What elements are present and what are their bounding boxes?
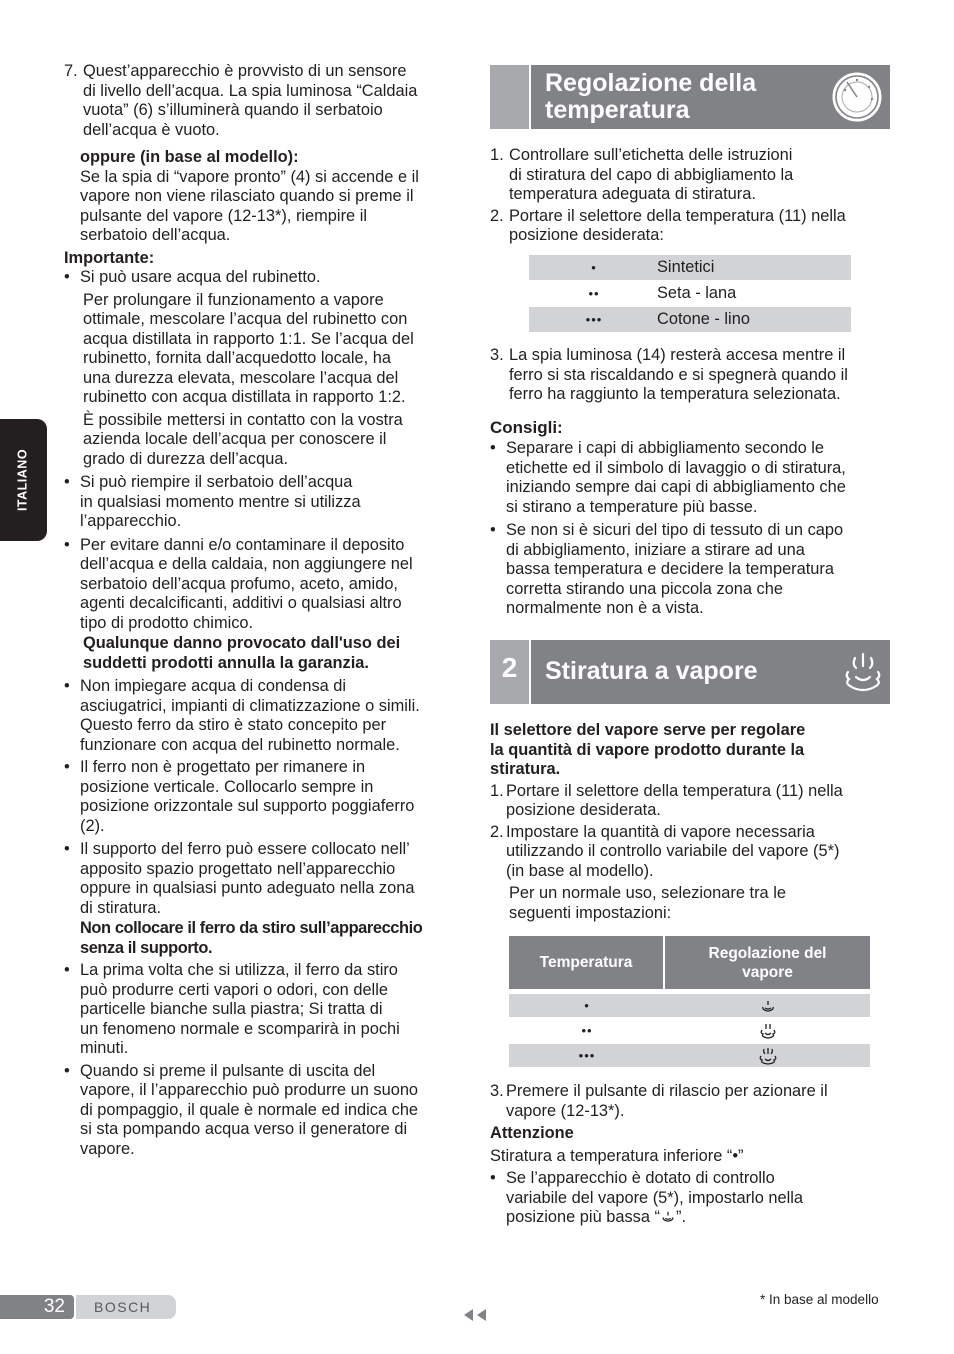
oppure-line: pulsante del vapore (12-13*), riempire il bbox=[80, 206, 367, 225]
bullet-text: Se l’apparecchio è dotato di controllo bbox=[506, 1169, 775, 1187]
paragraph-line: grado di durezza dell’acqua. bbox=[83, 449, 289, 468]
bullet-item: • Separare i capi di abbigliamento secondo le etichette ed il simbolo di lavaggio o di stiratura, iniziando sempre dai capi di abbigliamento che si stirano a temperature più basse. bbox=[490, 439, 890, 517]
bullet-text-part: ”. bbox=[675, 1208, 686, 1226]
bullet-text bbox=[506, 1208, 890, 1228]
consigli-heading: Consigli: bbox=[490, 417, 563, 437]
bullet-text: di pompaggio, il quale è normale ed indica che bbox=[80, 1100, 419, 1119]
table-row bbox=[509, 1019, 870, 1042]
step-2: 2. Impostare la quantità di vapore necessaria utilizzando il controllo variabile del vapore (5*) (in base al modello). bbox=[490, 823, 890, 882]
section-marker bbox=[490, 65, 531, 129]
note-line: Per un normale uso, selezionare tra le bbox=[509, 884, 786, 902]
item-7-line: dell’acqua è vuoto. bbox=[83, 120, 220, 139]
bullet-item: • Si può riempire il serbatoio dell’acqua in qualsiasi momento mentre si utilizza l’apparecchio. bbox=[64, 473, 464, 532]
paragraph-line: azienda locale dell’acqua per conoscere il bbox=[83, 430, 387, 448]
oppure-line: Se la spia di “vapore pronto” (4) si accende e il bbox=[80, 167, 419, 186]
fabric-label: Cotone - lino bbox=[657, 310, 750, 328]
fabric-label: Seta - lana bbox=[657, 284, 737, 302]
bullet-text: di abbigliamento, iniziare a stirare ad una bbox=[506, 540, 805, 559]
bullet-item: • Si può usare acqua del rubinetto. bbox=[64, 268, 464, 288]
bullet-text: corretta stirando una piccola zona che bbox=[506, 579, 783, 598]
table-row bbox=[509, 994, 870, 1017]
bullet-text: (2). bbox=[80, 816, 105, 835]
temperature-table bbox=[529, 255, 851, 332]
item-7-line: vuota” (6) s’illuminerà quando il serbatoio bbox=[83, 101, 383, 119]
paragraph-line: Per prolungare il funzionamento a vapore bbox=[83, 290, 384, 309]
oppure-line: serbatoio dell’acqua. bbox=[80, 226, 231, 244]
step-line: vapore (12-13*). bbox=[506, 1101, 625, 1120]
paragraph-line: una durezza elevata, mescolare l’acqua del bbox=[83, 368, 399, 387]
bullet-paragraph bbox=[64, 411, 464, 470]
rewind-arrows-icon[interactable] bbox=[462, 1307, 490, 1323]
warranty-warning bbox=[64, 634, 464, 673]
left-column bbox=[64, 62, 464, 1159]
steam-level-icon bbox=[665, 1046, 870, 1066]
bullet-text: variabile del vapore (5*), impostarlo nella bbox=[506, 1188, 804, 1207]
bullet-item: • Non impiegare acqua di condensa di asciugatrici, impianti di climatizzazione o simili. Questo ferro da stiro è stato concepito per funzionare con acqua del rubinetto normale. bbox=[64, 677, 464, 755]
section1-steps bbox=[490, 146, 890, 246]
bullet-text-part: posizione più bassa “ bbox=[506, 1208, 660, 1226]
step-line: di stiratura del capo di abbigliamento la bbox=[509, 165, 794, 184]
item-7-line: di livello dell’acqua. La spia luminosa “Caldaia bbox=[83, 81, 418, 100]
table-row bbox=[529, 281, 851, 306]
temperature-dots: • bbox=[591, 260, 597, 275]
warning-line: suddetti prodotti annulla la garanzia. bbox=[83, 653, 369, 672]
bullet-text: particelle bianche sulla piastra; Si tratta di bbox=[80, 1000, 383, 1018]
step-line: Premere il pulsante di rilascio per azionare il bbox=[506, 1082, 828, 1100]
item-7-line: Quest’apparecchio è provvisto di un sensore bbox=[83, 62, 407, 80]
footnote: * In base al modello bbox=[760, 1292, 879, 1307]
step-line: temperatura adeguata di stiratura. bbox=[509, 185, 756, 203]
paragraph-line: rubinetto con acqua distillata in rapporto 1:2. bbox=[83, 388, 406, 406]
bullet-text: funzionare con acqua del rubinetto normale. bbox=[80, 735, 400, 754]
step-1: 1. Portare il selettore della temperatura (11) nella posizione desiderata. bbox=[490, 782, 890, 821]
temperature-dots: •• bbox=[581, 1022, 593, 1038]
support-warning bbox=[64, 919, 464, 958]
step-3: 3. La spia luminosa (14) resterà accesa mentre il ferro si sta riscaldando e si spegnerà quando il ferro ha raggiunto la temperatura selezionata. bbox=[490, 346, 890, 405]
step-line: Portare il selettore della temperatura (11) nella bbox=[509, 206, 846, 225]
table-row bbox=[509, 1044, 870, 1067]
table-row bbox=[529, 255, 851, 280]
bullet-text: dell’acqua e della caldaia, non aggiungere nel bbox=[80, 555, 413, 573]
step-1: 1. Controllare sull’etichetta delle istruzioni di stiratura del capo di abbigliamento la temperatura adeguata di stiratura. bbox=[490, 146, 890, 205]
steam-level-icon bbox=[665, 998, 870, 1014]
steam-level-icon bbox=[660, 1209, 676, 1224]
bullet-text: di stiratura. bbox=[80, 898, 162, 917]
attenzione-text: Stiratura a temperatura inferiore “•” bbox=[490, 1146, 744, 1165]
paragraph-line: rubinetto, fornita dall’acquedotto locale, ha bbox=[83, 349, 391, 367]
bullet-item: • Il supporto del ferro può essere collocato nell’ apposito spazio progettato nell’apparecchio oppure in qualsiasi punto adeguato nella zona di stiratura. bbox=[64, 840, 464, 918]
bullet-text: apposito spazio progettato nell’apparecchio bbox=[80, 859, 396, 878]
bullet-text: Separare i capi di abbigliamento secondo le bbox=[506, 439, 825, 457]
brand-label: BOSCH bbox=[94, 1299, 152, 1315]
temperature-dots: ••• bbox=[585, 312, 603, 327]
fabric-label: Sintetici bbox=[657, 258, 715, 276]
steam-settings-table bbox=[509, 936, 870, 1067]
bullet-text: Si può usare acqua del rubinetto. bbox=[80, 268, 321, 286]
table-header bbox=[509, 936, 870, 989]
steam-icon bbox=[842, 650, 884, 694]
paragraph-line: È possibile mettersi in contatto con la vostra bbox=[83, 410, 403, 429]
bullet-item: • Se non si è sicuri del tipo di tessuto di un capo di abbigliamento, iniziare a stirare ad una bassa temperatura e decidere la temperatura corretta stirando una piccola zona che normalmente non è a vista. bbox=[490, 521, 890, 619]
bullet-text: Questo ferro da stiro è stato concepito per bbox=[80, 716, 387, 734]
warning-line: Qualunque danno provocato dall'uso dei bbox=[83, 634, 401, 652]
bullet-text: vapore. bbox=[80, 1139, 135, 1158]
page-number: 32 bbox=[43, 1296, 65, 1317]
bullet-text: iniziando sempre dai capi di abbigliamento che bbox=[506, 478, 846, 496]
steam-level-icon bbox=[665, 1022, 870, 1040]
bullet-text: bassa temperatura e decidere la temperatura bbox=[506, 560, 834, 578]
bullet-text: Non impiegare acqua di condensa di bbox=[80, 677, 347, 695]
section-header-steam bbox=[490, 640, 890, 704]
column-header-steam bbox=[665, 936, 870, 989]
bullet-text: Si può riempire il serbatoio dell’acqua bbox=[80, 473, 353, 491]
section-title-line: temperatura bbox=[545, 96, 690, 124]
section1-step3-block bbox=[490, 346, 890, 619]
step-line: utilizzando il controllo variabile del vapore (5*) bbox=[506, 842, 840, 860]
oppure-heading: oppure (in base al modello): bbox=[80, 148, 299, 166]
bullet-text: si stirano a temperature più basse. bbox=[506, 497, 758, 516]
section2-end bbox=[490, 1082, 890, 1228]
step-line: Portare il selettore della temperatura (11) nella bbox=[506, 781, 843, 800]
bullet-text: l’apparecchio. bbox=[80, 512, 182, 530]
bullet-text: Il ferro non è progettato per rimanere in bbox=[80, 758, 366, 776]
step-line: posizione desiderata. bbox=[506, 801, 661, 819]
bullet-item: • Quando si preme il pulsante di uscita del vapore, il l’apparecchio può produrre un suono di pompaggio, il quale è normale ed indica che si sta pompando acqua verso il generatore di vapore. bbox=[64, 1062, 464, 1160]
bullet-text: posizione verticale. Collocarlo sempre in bbox=[80, 777, 374, 796]
bullet-text: si sta pompando acqua verso il generatore di bbox=[80, 1120, 408, 1138]
step-line: Controllare sull’etichetta delle istruzioni bbox=[509, 146, 793, 164]
column-header-steam-label: Regolazione del vapore bbox=[708, 944, 827, 981]
column-header-temperature: Temperatura bbox=[509, 936, 663, 989]
temperature-dots: ••• bbox=[578, 1047, 596, 1063]
bullet-text: tipo di prodotto chimico. bbox=[80, 613, 254, 632]
bullet-text: minuti. bbox=[80, 1039, 129, 1057]
warning-line: senza il supporto. bbox=[80, 938, 213, 957]
intro-line: la quantità di vapore prodotto durante la bbox=[490, 740, 805, 759]
attenzione-heading: Attenzione bbox=[490, 1124, 574, 1142]
table-row bbox=[529, 307, 851, 332]
temperature-dots: •• bbox=[588, 286, 600, 301]
paragraph-line: acqua distillata in rapporto 1:1. Se l’acqua del bbox=[83, 329, 414, 348]
bullet-item: • Il ferro non è progettato per rimanere in posizione verticale. Collocarlo sempre in posizione orizzontale sul supporto poggiaferro (2). bbox=[64, 758, 464, 836]
bullet-text: asciugatrici, impianti di climatizzazione o simili. bbox=[80, 696, 420, 715]
step-line: posizione desiderata: bbox=[509, 226, 664, 244]
oppure-line: vapore non viene rilasciato quando si preme il bbox=[80, 187, 414, 205]
bullet-text: La prima volta che si utilizza, il ferro da stiro bbox=[80, 961, 398, 979]
bullet-text: etichette ed il simbolo di lavaggio o di stiratura, bbox=[506, 458, 846, 477]
section2-body bbox=[490, 721, 890, 923]
intro-line: stiratura. bbox=[490, 760, 561, 778]
bullet-text: Quando si preme il pulsante di uscita del bbox=[80, 1061, 376, 1080]
section-title-line: Regolazione della bbox=[545, 69, 757, 97]
bullet-text: Il supporto del ferro può essere collocato nell’ bbox=[80, 840, 410, 858]
note-line: seguenti impostazioni: bbox=[509, 903, 672, 922]
temperature-dots: • bbox=[584, 997, 590, 1013]
normal-use-note bbox=[490, 884, 890, 923]
steam-intro bbox=[490, 721, 890, 780]
bullet-item: • La prima volta che si utilizza, il ferro da stiro può produrre certi vapori o odori, con delle particelle bianche sulla piastra; Si tratta di un fenomeno normale e scomparirà in pochi minuti. bbox=[64, 961, 464, 1059]
step-line: ferro ha raggiunto la temperatura selezionata. bbox=[509, 385, 841, 403]
step-line: Impostare la quantità di vapore necessaria bbox=[506, 822, 815, 841]
bullet-text: in qualsiasi momento mentre si utilizza bbox=[80, 492, 361, 511]
warning-line: Non collocare il ferro da stiro sull’apparecchio bbox=[80, 919, 423, 937]
section-number: 2 bbox=[501, 652, 518, 683]
intro-line: Il selettore del vapore serve per regolare bbox=[490, 721, 806, 739]
importante-heading: Importante: bbox=[64, 248, 155, 267]
step-3: 3. Premere il pulsante di rilascio per azionare il vapore (12-13*). bbox=[490, 1082, 890, 1121]
bullet-text: serbatoio dell’acqua profumo, aceto, amido, bbox=[80, 574, 398, 593]
bullet-text: oppure in qualsiasi punto adeguato nella zona bbox=[80, 879, 415, 897]
bullet-text: vapore, il l’apparecchio può produrre un suono bbox=[80, 1081, 419, 1099]
section-title bbox=[545, 70, 756, 124]
bullet-text: un fenomeno normale e scomparirà in pochi bbox=[80, 1019, 400, 1038]
bullet-item: • Per evitare danni e/o contaminare il deposito dell’acqua e della caldaia, non aggiungere nel serbatoio dell’acqua profumo, aceto, amido, agenti decalcificanti, additivi o qualsiasi altro tipo di prodotto chimico. bbox=[64, 536, 464, 634]
bullet-text: Se non si è sicuri del tipo di tessuto di un capo bbox=[506, 521, 844, 539]
paragraph-line: ottimale, mescolare l’acqua del rubinetto con bbox=[83, 310, 408, 328]
bullet-paragraph bbox=[64, 291, 464, 408]
bullet-item: • Se l’apparecchio è dotato di controllo variabile del vapore (5*), impostarlo nella posizione più bassa “ ”. bbox=[490, 1169, 890, 1228]
step-line: ferro si sta riscaldando e si spegnerà quando il bbox=[509, 365, 848, 384]
item-7: 7. Quest’apparecchio è provvisto di un sensore di livello dell’acqua. La spia luminosa “Caldaia vuota” (6) s’illuminerà quando il serbatoio dell’acqua è vuoto. bbox=[64, 62, 464, 140]
section-title: Stiratura a vapore bbox=[545, 657, 758, 685]
oppure-block bbox=[64, 148, 464, 246]
language-label: ITALIANO bbox=[15, 448, 30, 512]
bullet-text: agenti decalcificanti, additivi o qualsiasi altro bbox=[80, 594, 402, 612]
page-number-tab bbox=[0, 1295, 74, 1319]
section-header-temperature bbox=[490, 65, 890, 129]
step-line: La spia luminosa (14) resterà accesa mentre il bbox=[509, 346, 846, 364]
language-side-tab bbox=[0, 419, 47, 541]
bullet-text: Per evitare danni e/o contaminare il deposito bbox=[80, 535, 405, 554]
bullet-text: normalmente non è a vista. bbox=[506, 599, 704, 617]
bullet-text: posizione orizzontale sul supporto poggiaferro bbox=[80, 797, 415, 815]
bullet-text: può produrre certi vapori o odori, con delle bbox=[80, 980, 388, 999]
step-2: 2. Portare il selettore della temperatura (11) nella posizione desiderata: bbox=[490, 207, 890, 246]
step-line: (in base al modello). bbox=[506, 861, 654, 880]
brand-tab bbox=[76, 1295, 176, 1319]
temperature-dial-icon bbox=[830, 70, 884, 124]
